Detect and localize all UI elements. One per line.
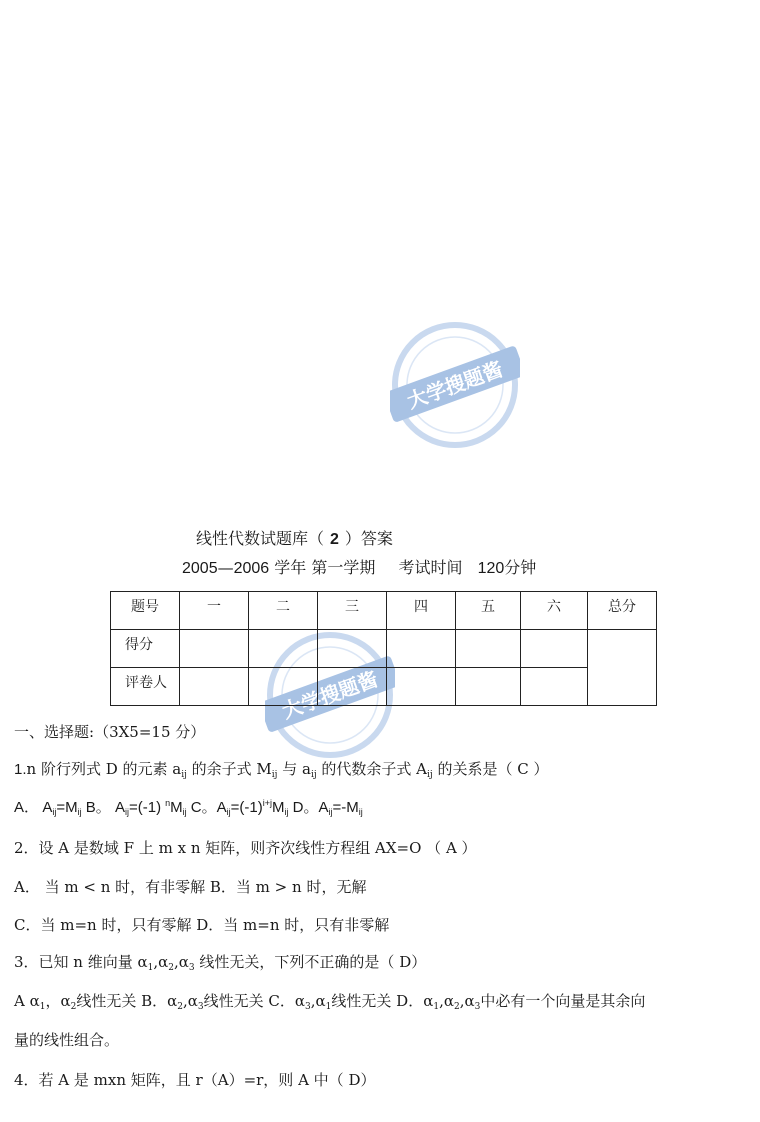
subscript: 2 [168, 963, 175, 973]
q1-text: 的余子式 M [186, 760, 272, 778]
watermark-text: 大学搜题酱 [403, 356, 507, 414]
option-a: A α [14, 992, 40, 1010]
option-d: D。A [292, 799, 329, 816]
subscript: 3 [197, 1002, 204, 1012]
q3-text: 3．已知 n 维向量 α [14, 953, 148, 971]
section-title [14, 721, 205, 742]
q1-text: 与 a [277, 760, 311, 778]
q3-text: 线性无关，下列不正确的是（ D） [194, 953, 427, 971]
option-d: ,α [439, 992, 454, 1010]
score-table [110, 591, 657, 706]
option-c: C。A [190, 799, 227, 816]
row-label-score: 得分 [111, 630, 180, 668]
option-a: 线性无关 B．α [76, 992, 178, 1010]
option-b: M [170, 799, 183, 816]
subscript: ij [358, 807, 363, 817]
watermark-stamp [390, 320, 520, 450]
option-a: =M [56, 799, 78, 816]
subscript: 3 [305, 1002, 311, 1012]
table-header-cell: 总分 [588, 592, 657, 630]
superscript: n [165, 798, 171, 808]
subscript: 2 [453, 1002, 460, 1012]
subscript: ij [284, 807, 289, 817]
option-d: =-M [332, 799, 359, 816]
q1-text: 的关系是（ C ） [432, 760, 549, 778]
table-header-cell: 一 [180, 592, 249, 630]
watermark-text: 大学搜题酱 [278, 666, 382, 724]
subscript: ij [328, 807, 333, 817]
table-header-cell: 二 [249, 592, 318, 630]
q3-options [14, 990, 645, 1012]
table-cell [318, 668, 387, 706]
row-label-grader: 评卷人 [111, 668, 180, 706]
subscript: ij [271, 770, 278, 780]
q2-options-ab: A． 当 m < n 时，有非零解 B．当 m > n 时，无解 [14, 878, 367, 896]
table-header-cell: 题号 [111, 592, 180, 630]
subscript: 1 [433, 1002, 440, 1012]
table-cell [180, 668, 249, 706]
option-b: 线性无关 C．α [203, 992, 306, 1010]
subscript: ij [181, 770, 187, 780]
exam-info [182, 555, 536, 578]
year-dash: — [217, 558, 234, 577]
subscript: ij [310, 770, 317, 780]
section-score: （3X5=15 分） [94, 723, 206, 741]
q1-text: 的代数余子式 A [316, 760, 427, 778]
table-cell [180, 630, 249, 668]
subscript: 2 [177, 1002, 183, 1012]
option-c: 线性无关 D．α [331, 992, 434, 1010]
time-label: 考试时间 [398, 558, 463, 577]
question-1 [14, 758, 548, 780]
subscript: ij [77, 807, 82, 817]
option-b: ,α [183, 992, 198, 1010]
q2-options-cd: C．当 m=n 时，只有零解 D．当 m=n 时，只有非零解 [14, 916, 390, 934]
table-cell [318, 630, 387, 668]
table-cell [249, 668, 318, 706]
subscript: ij [182, 807, 187, 817]
subscript: ij [124, 807, 129, 817]
table-cell [387, 668, 456, 706]
subscript: 1 [39, 1002, 46, 1012]
q1-text: n 阶行列式 D 的元素 a [26, 760, 182, 778]
table-header-cell: 四 [387, 592, 456, 630]
subscript: ij [427, 770, 433, 780]
subscript: 3 [474, 1002, 481, 1012]
question-4: 4．若 A 是 mxn 矩阵，且 r（A）=r，则 A 中（ D） [14, 1071, 376, 1089]
q1-num: 1. [14, 761, 27, 778]
option-c: M [271, 799, 285, 816]
table-row [111, 630, 657, 668]
option-a: A． A [14, 799, 53, 816]
subscript: 1 [325, 1002, 332, 1012]
table-header-cell: 六 [521, 592, 588, 630]
subscript: ij [52, 807, 57, 817]
question-2: 2．设 A 是数域 F 上 m x n 矩阵，则齐次线性方程组 AX=O （ A ） [14, 839, 477, 857]
total-cell [588, 630, 657, 706]
section-title-text: 一、选择题: [14, 723, 95, 741]
superscript: i+j [262, 798, 272, 808]
title-prefix: 线性代数试题库（ [196, 529, 325, 548]
title-number: 2 [330, 531, 339, 548]
subscript: ij [226, 807, 231, 817]
doc-title [196, 526, 393, 549]
subscript: 3 [188, 963, 195, 973]
option-a: ，α [45, 992, 71, 1010]
subscript: 1 [147, 963, 154, 973]
option-d: 中必有一个向量是其余向 [480, 992, 646, 1010]
q3-continuation: 量的线性组合。 [14, 1031, 120, 1049]
table-cell [387, 630, 456, 668]
table-row [111, 668, 657, 706]
table-cell [521, 630, 588, 668]
year-end: 2006 [233, 560, 270, 577]
title-suffix: ）答案 [344, 529, 393, 548]
year-start: 2005 [182, 560, 218, 577]
term: 学年 第一学期 [274, 558, 376, 577]
table-cell [456, 630, 521, 668]
question-3 [14, 951, 426, 973]
table-cell [521, 668, 588, 706]
option-b: B。 A [85, 799, 125, 816]
option-b: =(-1) [128, 799, 162, 816]
q3-text: ,α [174, 953, 189, 971]
table-header-row [111, 592, 657, 630]
option-c: =(-1) [230, 799, 263, 816]
time-unit: 分钟 [504, 558, 537, 577]
q1-options [14, 796, 363, 817]
subscript: 2 [70, 1002, 77, 1012]
option-c: ,α [310, 992, 326, 1010]
table-cell [456, 668, 521, 706]
table-header-cell: 三 [318, 592, 387, 630]
q3-text: ,α [153, 953, 169, 971]
option-d: ,α [459, 992, 475, 1010]
table-header-cell: 五 [456, 592, 521, 630]
time-value: 120 [477, 560, 505, 577]
table-cell [249, 630, 318, 668]
